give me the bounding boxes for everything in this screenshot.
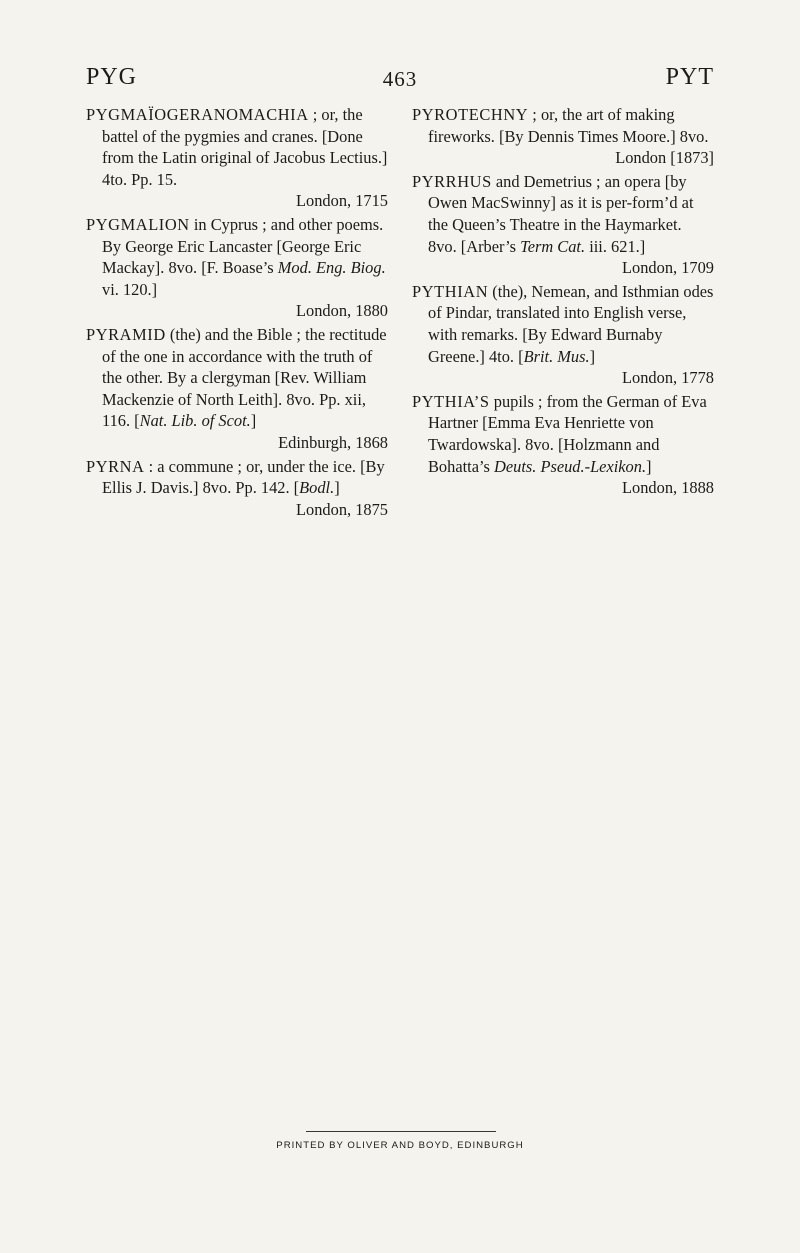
entry-source: Nat. Lib. of Scot. <box>139 411 251 431</box>
right-column <box>412 104 714 501</box>
left-column <box>86 104 388 522</box>
printer-imprint: PRINTED BY OLIVER AND BOYD, EDINBURGH <box>276 1140 524 1151</box>
entry-pythias <box>412 391 714 499</box>
entry-headword: PYRAMID <box>86 324 166 344</box>
entry-headword: PYTHIA’S <box>412 391 490 411</box>
entry-pyramid <box>86 324 388 454</box>
running-head <box>86 64 714 94</box>
entry-source: Bodl. <box>299 478 335 498</box>
entry-text: (the), Nemean, and Isthmian odes of Pindar, translated into English verse, with remarks. [By Edward Burnaby Greene.] 4to. [ <box>428 281 714 366</box>
entry-text: ; or, the art of making fireworks. [By Dennis Times Moore.] 8vo. <box>428 105 709 146</box>
entry-text: ; or, the battel of the pygmies and cranes. [Done from the Latin original of Jacobus Lectius.] 4to. Pp. 15. <box>102 105 388 189</box>
entry-source: Term Cat. <box>520 236 586 256</box>
running-head-left: PYG <box>86 64 138 90</box>
entry-text: : a commune ; or, under the ice. [By Ellis J. Davis.] 8vo. Pp. 142. [ <box>102 456 385 498</box>
running-head-right: PYT <box>665 64 714 90</box>
entry-imprint: London, 1888 <box>622 478 714 498</box>
entry-source: Mod. Eng. Biog. <box>277 258 386 278</box>
entry-pygmaiogeranomachia <box>86 104 388 212</box>
entry-pygmalion <box>86 214 388 322</box>
entry-source: Deuts. Pseud.-Lexikon. <box>494 456 647 476</box>
entry-text: and Demetrius ; an opera [by Owen MacSwinny] as it is per-form’d at the Queen’s Theatre in the Haymarket. 8vo. [Arber’s <box>428 171 694 256</box>
entry-text: pupils ; from the German of Eva Hartner [Emma Eva Henriette von Twardowska]. 8vo. [Holzmann and Bohatta’s <box>428 391 707 476</box>
entry-headword: PYRRHUS <box>412 171 492 191</box>
entry-imprint: London, 1875 <box>296 499 388 519</box>
entry-imprint: London, 1778 <box>622 368 714 388</box>
entry-text: ] <box>589 346 596 366</box>
entry-pythian <box>412 281 714 389</box>
entry-pyrna <box>86 456 388 521</box>
entry-headword: PYRNA <box>86 456 145 476</box>
entry-text: ] <box>646 456 652 476</box>
entry-pyrrhus <box>412 171 714 279</box>
entry-imprint: Edinburgh, 1868 <box>278 432 388 452</box>
entry-headword: PYTHIAN <box>412 281 489 301</box>
entry-text: ] <box>334 478 340 498</box>
entry-headword: PYROTECHNY <box>412 105 529 124</box>
page-number: 463 <box>382 67 418 91</box>
entry-imprint: London [1873] <box>615 148 714 168</box>
entry-text: in Cyprus ; and other poems. By George Eric Lancaster [George Eric Mackay]. 8vo. [F. Boase’s <box>102 214 384 278</box>
entry-text: (the) and the Bible ; the rectitude of the one in accordance with the truth of the other. By a clergyman [Rev. William Mackenzie of North Leith]. 8vo. Pp. xii, 116. [ <box>102 324 387 431</box>
entry-source: Brit. Mus. <box>523 346 590 366</box>
entry-headword: PYGMALION <box>86 214 190 234</box>
entry-text: iii. 621.] <box>585 236 646 256</box>
entry-text: ] <box>250 411 257 431</box>
entry-imprint: London, 1709 <box>622 258 714 278</box>
entry-pyrotechny <box>412 104 714 169</box>
entry-text: vi. 120.] <box>102 279 158 299</box>
entry-imprint: London, 1880 <box>296 301 388 321</box>
entry-headword: PYGMAÏOGERANOMACHIA <box>86 105 309 124</box>
footer-rule <box>306 1131 496 1132</box>
entry-imprint: London, 1715 <box>296 191 388 211</box>
